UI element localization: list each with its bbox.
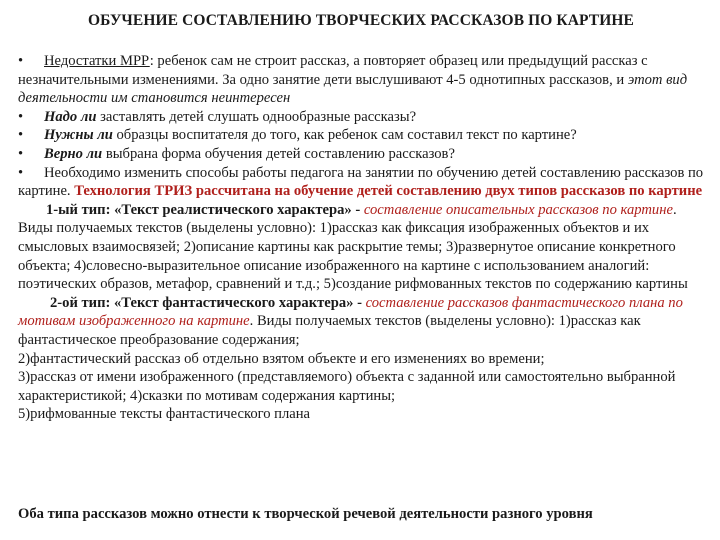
- question-3-label: Верно ли: [44, 145, 103, 162]
- type-2-definition: составление рассказов фантастического плана по мотивам изображенного на картине: [18, 294, 683, 330]
- footer-conclusion: Оба типа рассказов можно отнести к творческой речевой деятельности разного уровня: [18, 506, 593, 522]
- type-1-label: 1-ый тип: «Текст реалистического характера» -: [46, 201, 361, 218]
- paragraph-type-1: [18, 201, 704, 294]
- type-2-item: 2)фантастический рассказ об отдельно взятом объекте и его изменениях во времени;: [18, 350, 545, 367]
- paragraph-question-1: [18, 108, 704, 127]
- question-1-label: Надо ли: [44, 108, 97, 125]
- shortcomings-conclusion: этот вид деятельности им становится неинтересен: [18, 71, 688, 107]
- paragraph-question-3: [18, 145, 704, 164]
- bullet-icon: •: [18, 145, 24, 162]
- type-1-definition: составление описательных рассказов по картине: [360, 201, 673, 218]
- type-2-text-line: . Виды получаемых текстов (выделены условно): 1)рассказ как фантастическое преобразование содержания;: [18, 313, 641, 348]
- paragraph-triz: [18, 164, 704, 201]
- triz-highlight: Технология ТРИЗ рассчитана на обучение детей составлению двух типов рассказов по картине: [74, 183, 703, 200]
- type-2-label: 2-ой тип: «Текст фантастического характера» -: [50, 294, 362, 311]
- triz-text: Необходимо изменить способы работы педагога на занятии по обучению детей составлению рассказов по картине.: [18, 164, 704, 200]
- type-1-text: . Виды получаемых текстов (выделены условно): 1)рассказ как фиксация изображенных объектов и их смысловых взаимосвязей; 2)описание картины как раскрытие темы; 3)развернутое описание конкретного объекта; 4)словесно-выразительное описание изображенного на картине с использованием аналогий: поэтических образов, метафор, сравнений и т.д.; 5)создание рифмованных текстов по содержанию картины: [18, 201, 688, 293]
- type-2-item: 5)рифмованные тексты фантастического плана: [18, 406, 311, 423]
- question-2-label: Нужны ли: [44, 127, 113, 144]
- paragraph-shortcomings: [18, 52, 704, 108]
- question-1-text: заставлять детей слушать однообразные рассказы?: [96, 108, 417, 125]
- type-2-item: 3)рассказ от имени изображенного (представляемого) объекта с заданной или самостоятельно выбранной характеристикой; 4)сказки по мотивам содержания картины;: [18, 369, 676, 404]
- slide-body: [18, 52, 704, 424]
- paragraph-type-2: [18, 294, 704, 350]
- bullet-icon: •: [18, 164, 24, 181]
- shortcomings-text: : ребенок сам не строит рассказ, а повторяет образец или предыдущий рассказ с незначительными изменениями. За одно занятие дети выслушивают 4-5 однотипных рассказов, и: [18, 53, 648, 88]
- paragraph-question-2: [18, 126, 704, 145]
- question-3-text: выбрана форма обучения детей составлению рассказов?: [102, 145, 455, 162]
- page-title: ОБУЧЕНИЕ СОСТАВЛЕНИЮ ТВОРЧЕСКИХ РАССКАЗОВ ПО КАРТИНЕ: [88, 12, 634, 29]
- bullet-icon: •: [18, 53, 24, 69]
- bullet-icon: •: [18, 108, 24, 125]
- shortcomings-label: Недостатки МРР: [44, 53, 150, 69]
- bullet-icon: •: [18, 127, 24, 144]
- question-2-text: образцы воспитателя до того, как ребенок сам составил текст по картине?: [112, 127, 577, 144]
